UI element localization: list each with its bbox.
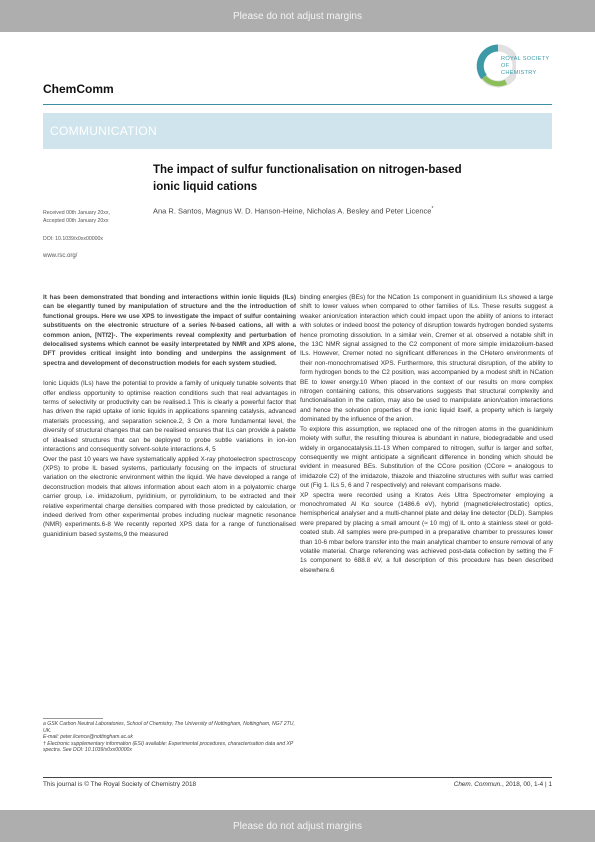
affiliation-footnote: a GSK Carbon Neutral Laboratories, School of Chemistry, The University of Nottingham, Nottingham, NG7 2TU, UK. [43, 721, 295, 734]
journal-abbrev: Chem. Commun. [453, 781, 503, 788]
author-list [153, 206, 548, 216]
received-dates [43, 209, 110, 225]
page-number-text: , 2018, 00, 1-4 | 1 [502, 781, 552, 788]
logo-line-3: CHEMISTRY [501, 70, 537, 76]
footer-rule [43, 777, 552, 778]
right-column [300, 293, 553, 575]
rsc-logo [476, 42, 556, 94]
rsc-logo-icon [476, 42, 516, 92]
logo-line-1: ROYAL SOCIETY [501, 56, 550, 62]
page-reference [454, 781, 552, 788]
accepted-date: Accepted 00th January 20xx [43, 218, 109, 224]
footnotes [43, 721, 296, 754]
logo-line-2: OF [501, 63, 510, 69]
body-paragraph: binding energies (BEs) for the NCation 1s component in guanidinium ILs showed a large shift to lower values when compared to other families of ILs. These results suggest a weaker anion/cation interaction which could impact upon the ability of anions to interact with solutes or indeed boost the potency of disruption towards hydrogen bonded systems hence promoting dissolution. In a similar vein, Cremer et al. observed a notable shift in the 13C NMR signal assigned to the C2 component of more simple imidazolium-based ILs. However, Cremer noted no significant differences in the CHetero environments of their non-monochromatised XPS. Furthermore, this structural disruption, of the ability to form hydrogen bonds to the C2 position, was accompanied by a modest shift in NCation BE to lower energy.10 When placed in the context of our results on more complex nitrogen containing cations, this observations suggests that structural complexity and functionalisation in the cation, may also be used to manipulate anion/cation interactions and hence the solvation properties of the ionic liquid itself, a property which is largely dominated by the influence of the anion. [300, 294, 553, 424]
journal-rule [43, 104, 552, 105]
left-column [43, 293, 296, 539]
body-paragraph: Over the past 10 years we have systematically applied X-ray photoelectron spectroscopy (XPS) to probe IL based systems, particularly focusing on the impacts of structural variation on the electronic environment within the liquid. We have developed a range of deconstruction models that allows information about each atom in a polyatomic charge carrier group, i.e. imidazolium, pyridinium, or pyrrolidinium, to be extracted and their relative experimental charge densities compared with those predicted by calculation, or indeed derived from other experimental probes including nuclear magnetic resonance (NMR) experiments.6-8 We recently reported XPS data for a range of functionalised guanidinium based systems,9 the measured [43, 455, 296, 538]
corresponding-author-mark: * [431, 206, 434, 212]
journal-website-link[interactable]: www.rsc.org/ [43, 253, 78, 259]
article-type-banner [43, 113, 552, 149]
article-title: The impact of sulfur functionalisation on nitrogen-based ionic liquid cations [153, 164, 462, 193]
top-margin-banner [0, 0, 595, 32]
journal-name: ChemComm [43, 82, 114, 96]
article-doi: DOI: 10.1039/x0xx00000x [43, 236, 103, 242]
top-margin-banner-text: Please do not adjust margins [233, 10, 362, 22]
bottom-margin-banner [0, 810, 595, 842]
footnote-rule [43, 718, 103, 719]
body-paragraph: XP spectra were recorded using a Kratos Axis Ultra Spectrometer employing a monochromated Al Kα source (1486.6 eV), hybrid (magnetic/electrostatic) optics, hemispherical analyser and a multi-channel plate and delay line detector (DLD). Samples were prepared by placing a small amount (≈ 10 mg) of IL onto a stainless steel or gold-coated stub. All samples were pre-pumped in a preparative chamber to pressures lower than 10-6 mbar before transfer into the main analytical chamber to ensure removal of any volatile material. Charge referencing was achieved post-data collection by setting the F 1s component to 688.8 eV, a full description of this procedure has been described elsewhere.6 [300, 491, 553, 574]
body-paragraph: To explore this assumption, we replaced one of the nitrogen atoms in the guanidinium moiety with sulfur, the resulting thiourea is abundant in nature, biodegradable and used widely in organocatalysis.11-13 When compared to nitrogen, sulfur is larger and softer, consequently we might anticipate a significant difference in bonding which should be evident in measured BEs. Substitution of the CCore position (CCore = analogous to imidazole C2) of the imidazole, thiazole and thiazoline structures with sulfur was carried out (Fig 1. ILs 5, 6 and 7 respectively) and relevant comparisons made. [300, 425, 553, 490]
article-type: COMMUNICATION [50, 124, 158, 138]
esi-footnote: † Electronic supplementary information (ESI) available: Experimental procedures, characterisation data and XP spectra. See DOI: 10.1039/x0xx00000x [43, 740, 294, 754]
body-paragraph: Ionic Liquids (ILs) have the potential to provide a family of uniquely tunable solvents that offer endless opportunity to optimise reaction conditions such that real advantages in terms of selectivity or productivity can be realised.1 This is clearly a powerful factor that has driven the rapid uptake of ionic liquids in applications spanning catalysis, advanced materials processing, and separation science.2, 3 On a more fundamental level, the diversity of structural changes that can be realised ensures that ILs can provide a palette of idealised structures that can be deployed to probe subtle variations in ion-ion interactions and consequently solvent-solute interactions.4, 5 [43, 380, 296, 454]
email-footnote[interactable]: E-mail: peter.licence@nottingham.ac.uk [43, 734, 133, 741]
copyright-footer: This journal is © The Royal Society of Chemistry 2018 [43, 781, 197, 788]
authors-text: Ana R. Santos, Magnus W. D. Hanson-Heine, Nicholas A. Besley and Peter Licence [153, 206, 432, 216]
received-date: Received 00th January 20xx, [43, 210, 110, 216]
abstract: It has been demonstrated that bonding and interactions within ionic liquids (ILs) can be elegantly tuned by manipulation of structure and the the introduction of functional groups. Here we use XPS to investigate the impact of sulfur containing substituents on the electronic structure of a series N-based cations, all with a common anion, [NTf2]-. The experiments reveal complexity and perturbation of delocalised systems which cannot be easily interpretated by NMR and XPS alone, DFT provides critical insight into bonding and underpins the assignment of spectra and development of deconstruction models for each system studied. [43, 294, 296, 367]
bottom-margin-banner-text: Please do not adjust margins [233, 820, 362, 832]
